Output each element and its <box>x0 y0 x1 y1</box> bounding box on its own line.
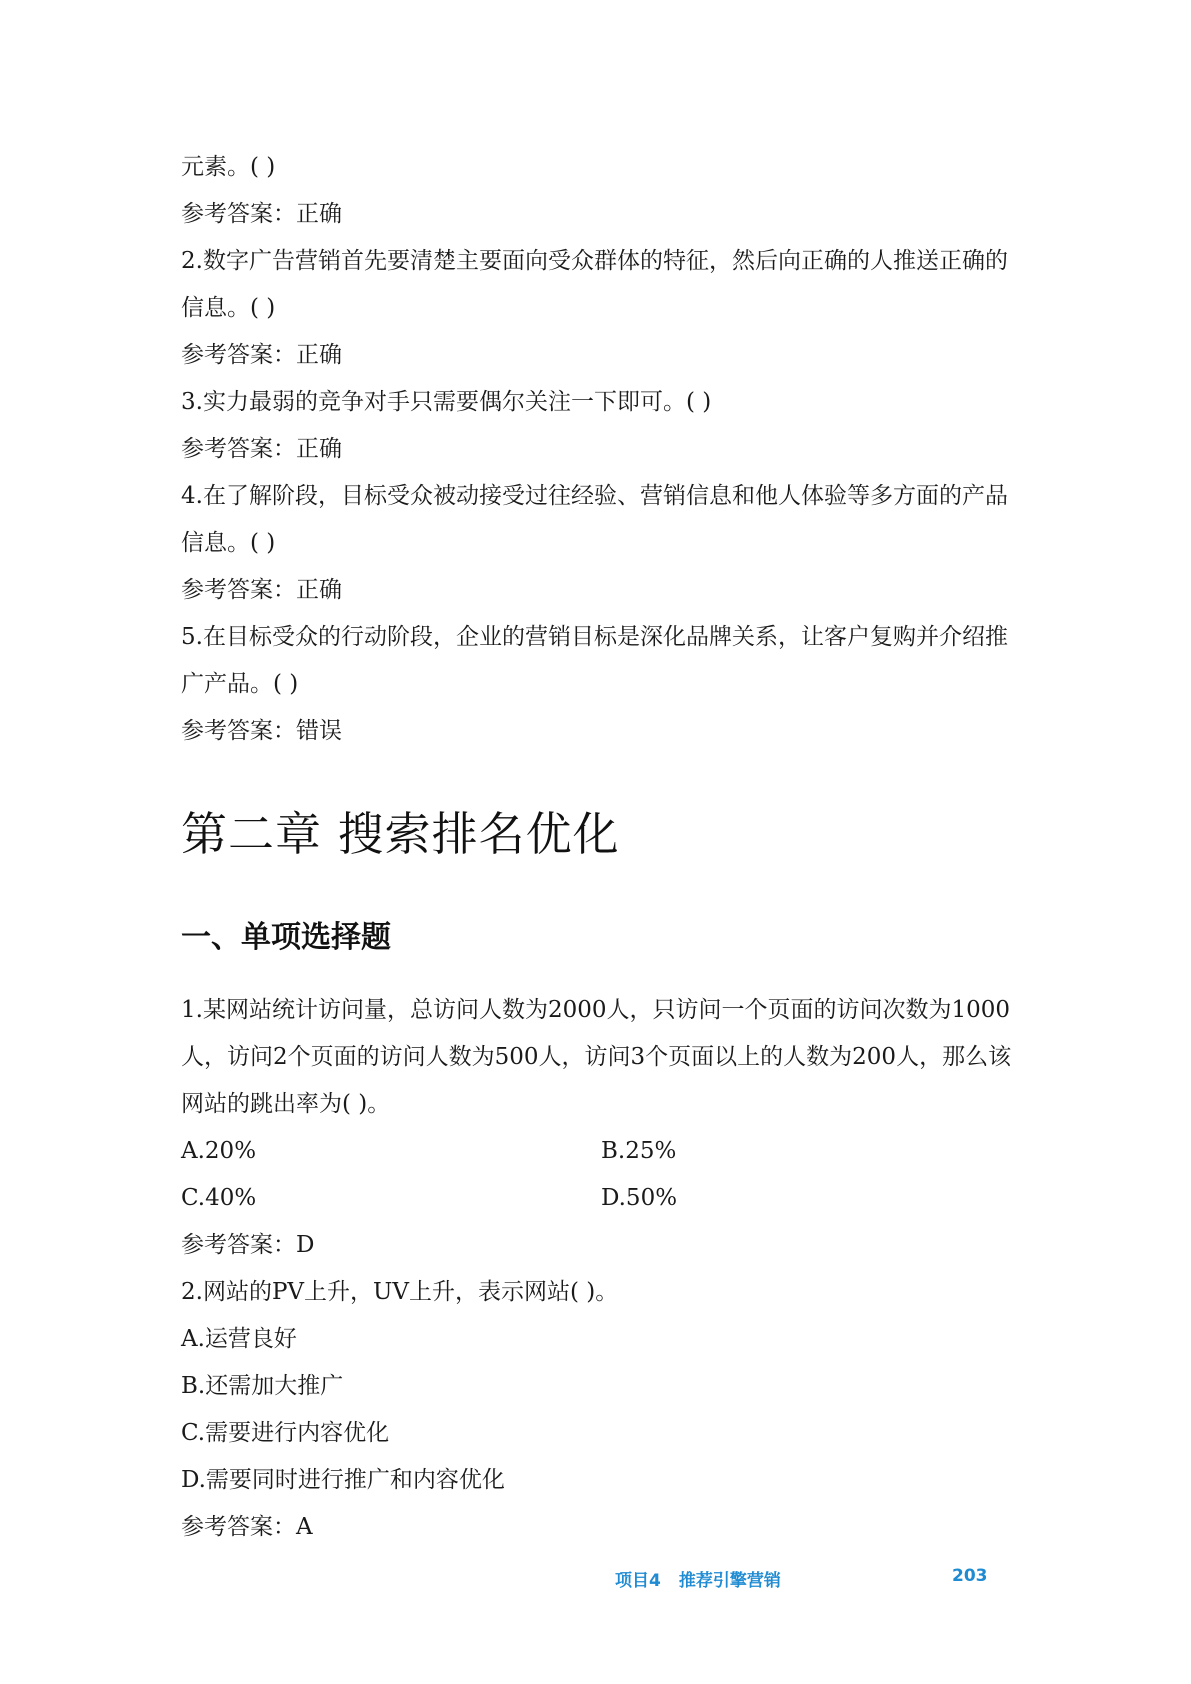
option: D.需要同时进行推广和内容优化 <box>181 1467 505 1493</box>
option: A.20% <box>181 1138 257 1164</box>
option-row <box>181 1128 1021 1175</box>
option: B.还需加大推广 <box>181 1373 344 1399</box>
answer-line: 参考答案：正确 <box>181 577 342 603</box>
answer-line: 参考答案：正确 <box>181 201 342 227</box>
chapter-title: 第二章 搜索排名优化 <box>181 807 620 861</box>
option: B.25% <box>601 1138 677 1164</box>
paragraph: 2.数字广告营销首先要清楚主要面向受众群体的特征，然后向正确的人推送正确的信息。( ) <box>181 248 1008 321</box>
answer-line: 参考答案：正确 <box>181 436 342 462</box>
answer-line: 参考答案：错误 <box>181 718 342 744</box>
footer-project: 项目4 <box>615 1571 661 1591</box>
paragraph: 元素。( ) <box>181 154 276 180</box>
question-stem: 2.网站的PV上升，UV上升，表示网站( )。 <box>181 1279 619 1305</box>
footer-title: 推荐引擎营销 <box>678 1571 781 1591</box>
true-false-section <box>181 144 1021 755</box>
option: C.40% <box>181 1185 257 1211</box>
paragraph: 3.实力最弱的竞争对手只需要偶尔关注一下即可。( ) <box>181 389 712 415</box>
page-number: 203 <box>952 1566 988 1586</box>
running-footer <box>615 1566 781 1591</box>
answer-line: 参考答案：D <box>181 1232 315 1258</box>
multiple-choice-section <box>181 987 1021 1551</box>
option: A.运营良好 <box>181 1326 297 1352</box>
option-row <box>181 1175 1021 1222</box>
paragraph: 4.在了解阶段，目标受众被动接受过往经验、营销信息和他人体验等多方面的产品信息。( ) <box>181 483 1008 556</box>
answer-line: 参考答案：正确 <box>181 342 342 368</box>
question-stem: 1.某网站统计访问量，总访问人数为2000人，只访问一个页面的访问次数为1000人，访问2个页面的访问人数为500人，访问3个页面以上的人数为200人，那么该网站的跳出率为( )。 <box>181 997 1012 1117</box>
option: C.需要进行内容优化 <box>181 1420 390 1446</box>
paragraph: 5.在目标受众的行动阶段，企业的营销目标是深化品牌关系，让客户复购并介绍推广产品。( ) <box>181 624 1008 697</box>
option: D.50% <box>601 1185 678 1211</box>
section-title: 一、单项选择题 <box>181 920 391 955</box>
answer-line: 参考答案：A <box>181 1514 313 1540</box>
